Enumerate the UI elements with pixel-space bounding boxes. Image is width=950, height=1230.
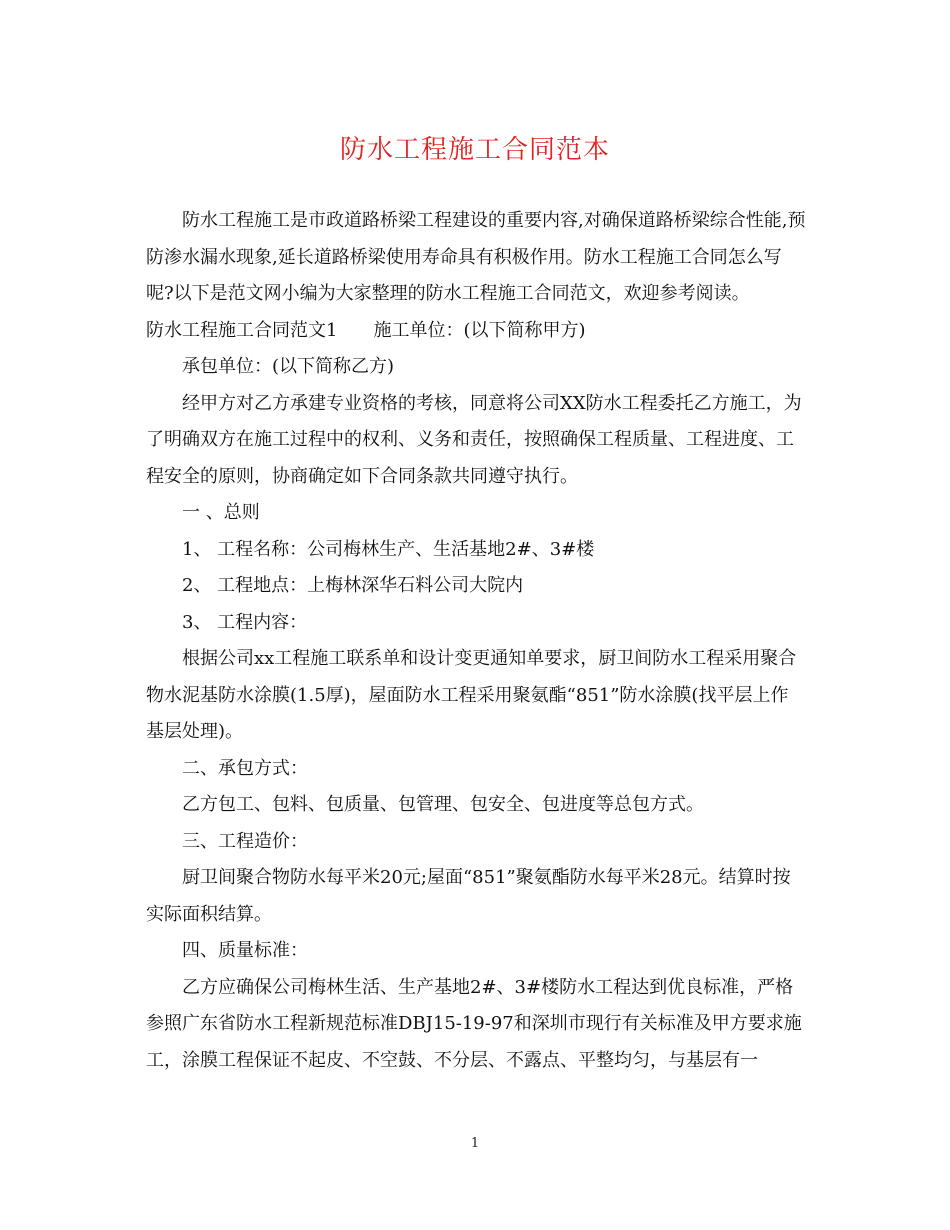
contract-sample-label: 防水工程施工合同范文1 [146, 319, 338, 341]
document-title: 防水工程施工合同范本 [339, 135, 610, 165]
section-quality-heading: 四、质量标准： [182, 940, 308, 961]
contract-method-paragraph: 乙方包工、包料、包质量、包管理、包安全、包进度等总包方式。 [182, 794, 704, 815]
project-location-line: 2、 工程地点：上梅林深华石料公司大院内 [182, 575, 524, 596]
agreement-paragraph: 经甲方对乙方承建专业资格的考核，同意将公司XX防水工程委托乙方施工，为了明确双方在施工过程中的权利、义务和责任，按照确保工程质量、工程进度、工程安全的原则，协商确定如下合同条款共同遵守执行。 [146, 392, 802, 487]
project-content-paragraph: 根据公司xx工程施工联系单和设计变更通知单要求，厨卫间防水工程采用聚合物水泥基防水涂膜(1.5厚)，屋面防水工程采用聚氨酯“851”防水涂膜(找平层上作基层处理)。 [146, 648, 797, 742]
contract-heading-line [146, 313, 806, 350]
construction-unit-label: 施工单位：(以下简称甲方) [373, 319, 586, 341]
intro-paragraph: 防水工程施工是市政道路桥梁工程建设的重要内容,对确保道路桥梁综合性能,预防渗水漏水现象,延长道路桥梁使用寿命具有积极作用。防水工程施工合同怎么写呢?以下是范文网小编为大家整理的防水工程施工合同范文，欢迎参考阅读。 [146, 210, 806, 304]
section-general-heading: 一 、总则 [182, 502, 260, 523]
cost-paragraph: 厨卫间聚合物防水每平米20元;屋面“851”聚氨酯防水每平米28元。结算时按实际面积结算。 [146, 867, 791, 925]
project-content-line: 3、 工程内容： [182, 611, 308, 633]
contractor-unit-line: 承包单位：(以下简称乙方) [182, 356, 395, 377]
quality-paragraph: 乙方应确保公司梅林生活、生产基地2#、3#楼防水工程达到优良标准，严格参照广东省防水工程新规范标准DBJ15-19-97和深圳市现行有关标准及甲方要求施工，涂膜工程保证不起皮、不空鼓、不分层、不露点、平整均匀，与基层有一 [146, 976, 802, 1071]
section-contract-method-heading: 二、承包方式： [182, 757, 308, 779]
project-name-line: 1、 工程名称：公司梅林生产、生活基地2#、3#楼 [182, 538, 595, 560]
section-cost-heading: 三、工程造价： [182, 830, 308, 852]
page-number: 1 [470, 1136, 480, 1151]
document-body [146, 203, 806, 1079]
